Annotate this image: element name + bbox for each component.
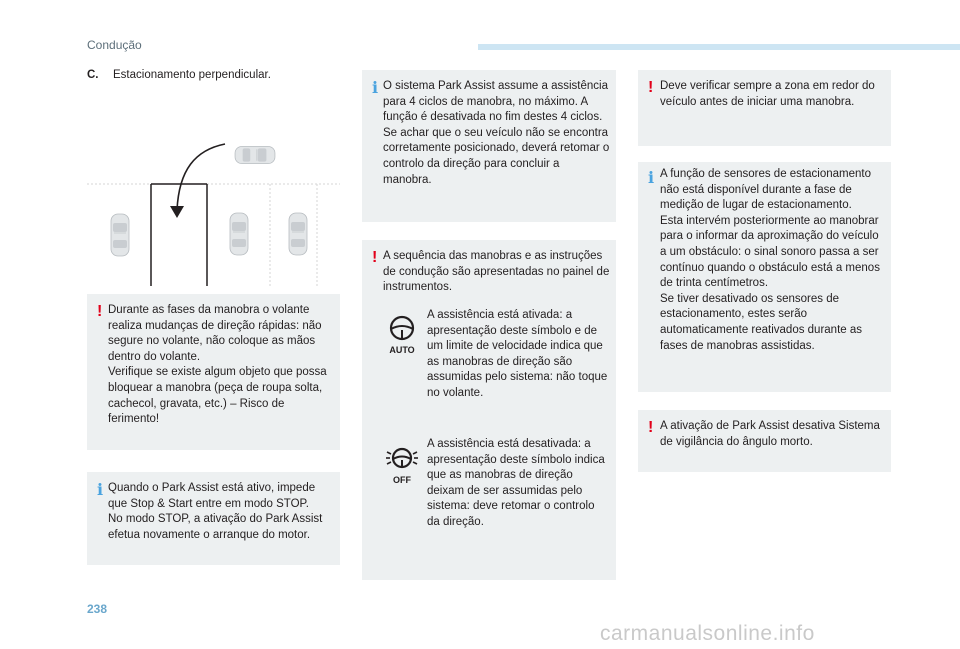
header-accent-bar <box>478 44 960 50</box>
auto-label: AUTO <box>389 345 415 355</box>
maneuver-arrow <box>177 144 225 210</box>
warning-box-blind-spot <box>638 410 891 472</box>
info-icon: i <box>372 78 379 97</box>
info-text: A função de sensores de estacionamento não está disponível durante a fase de medição de lugar de estacionamento. Esta intervém posteriormente ao manobrar para o informar da aproximação do veículo a um obstáculo: o sinal sonoro passa a ser contínuo quando o obstáculo está a menos de trinta centímetros. Se tiver desativado os sensores de estacionamento, estes serão automaticamente reativados durante as fases de manobras assistidas. <box>660 168 880 352</box>
info-icon: i <box>648 168 655 187</box>
section-letter: C. <box>87 69 99 81</box>
page-number: 238 <box>87 602 108 616</box>
section-title: Estacionamento perpendicular. <box>113 69 271 81</box>
warning-icon: ! <box>648 79 654 96</box>
info-box-stop-start <box>87 472 340 565</box>
auto-description: A assistência está ativada: a apresentação deste símbolo e de um limite de velocidade indica que as manobras de direção são assumidas pelo sistema: não toque no volante. <box>427 309 608 399</box>
maneuvering-car <box>235 146 275 163</box>
parked-car-right <box>289 213 307 255</box>
warning-box-steering <box>87 294 340 450</box>
steering-wheel-off-icon <box>384 442 420 486</box>
info-box-cycles <box>362 70 616 222</box>
info-text: Quando o Park Assist está ativo, impede que Stop & Start entre em modo STOP. No modo STOP, a ativação do Park Assist efetua novamente o arranque do motor. <box>108 482 323 541</box>
off-description: A assistência está desativada: a apresentação deste símbolo indica que as manobras de direção deixam de ser assumidas pelo sistema: deve retomar o controlo da direção. <box>427 438 605 528</box>
info-text: O sistema Park Assist assume a assistência para 4 ciclos de manobra, no máximo. A função é desativada no fim destes 4 ciclos. Se achar que o seu veículo não se encontra corretamente posicionado, deverá retomar o controlo da direção para concluir a manobra. <box>383 80 610 186</box>
off-label: OFF <box>393 475 411 485</box>
section-c-heading <box>87 67 271 83</box>
watermark: carmanualsonline.info <box>600 622 815 645</box>
info-box-parking-sensors <box>638 162 891 392</box>
warning-text: A ativação de Park Assist desativa Sistema de vigilância do ângulo morto. <box>660 420 880 448</box>
steering-wheel-auto-icon <box>384 312 420 356</box>
warning-icon: ! <box>372 249 378 266</box>
warning-icon: ! <box>648 419 654 436</box>
warning-icon: ! <box>97 303 103 320</box>
section-header: Condução <box>87 38 142 52</box>
warning-box-check-zone <box>638 70 891 146</box>
warning-text: Durante as fases da manobra o volante realiza mudanças de direção rápidas: não segure no volante, não coloque as mãos dentro do volante. Verifique se existe algum objeto que possa bloquear a manobra (peça de roupa solta, cachecol, gravata, etc.) – Risco de ferimento! <box>108 304 327 426</box>
warning-lead-text: A sequência das manobras e as instruções de condução são apresentadas no painel de instrumentos. <box>383 250 610 294</box>
warning-box-instrument-panel <box>362 240 616 580</box>
parked-car-left <box>111 214 129 256</box>
arrow-head <box>170 206 184 218</box>
info-icon: i <box>97 480 104 499</box>
warning-text: Deve verificar sempre a zona em redor do veículo antes de iniciar uma manobra. <box>660 80 875 108</box>
perpendicular-parking-diagram <box>87 130 340 286</box>
parked-car-middle <box>230 213 248 255</box>
